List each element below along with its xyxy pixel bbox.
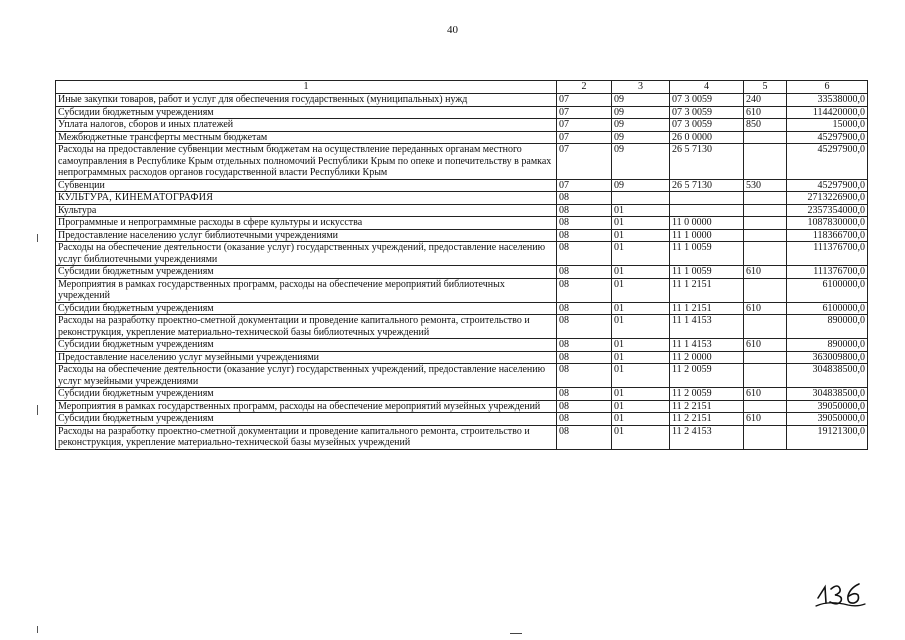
table-row [56, 229, 868, 242]
row-amount-cell: 39050000,0 [787, 413, 868, 426]
row-subsection-code-cell: 09 [612, 179, 670, 192]
row-subsection-code-cell: 09 [612, 144, 670, 180]
row-section-code-cell: 08 [557, 192, 612, 205]
row-amount-cell: 111376700,0 [787, 266, 868, 279]
row-target-article-cell: 11 1 2151 [670, 302, 744, 315]
row-amount-cell: 890000,0 [787, 315, 868, 339]
row-section-code-cell: 08 [557, 315, 612, 339]
row-expense-type-cell: 610 [744, 266, 787, 279]
row-target-article-cell: 11 1 0059 [670, 266, 744, 279]
table-row [56, 217, 868, 230]
row-subsection-code-cell: 01 [612, 242, 670, 266]
row-name-cell: Культура [56, 204, 557, 217]
table-row [56, 278, 868, 302]
row-expense-type-cell: 530 [744, 179, 787, 192]
row-name-cell: Расходы на разработку проектно-сметной документации и проведение капитального ремонта, строительство и реконструкция, укрепление материально-технической базы библиотечных учреждений [56, 315, 557, 339]
row-subsection-code-cell: 01 [612, 302, 670, 315]
row-name-cell: Расходы на предоставление субвенции местным бюджетам на осуществление переданных органам местного самоуправления в Республике Крым отдельных полномочий Республики Крым по опеке и попечительству в рамках непрограммных расходов органов государственной власти Республики Крым [56, 144, 557, 180]
table-header-row [56, 81, 868, 94]
row-subsection-code-cell: 09 [612, 131, 670, 144]
row-amount-cell: 6100000,0 [787, 278, 868, 302]
table-row [56, 388, 868, 401]
row-name-cell: Расходы на обеспечение деятельности (оказание услуг) государственных учреждений, предоставление населению услуг музейными учреждениями [56, 364, 557, 388]
table-row [56, 400, 868, 413]
row-section-code-cell: 08 [557, 278, 612, 302]
row-amount-cell: 45297900,0 [787, 131, 868, 144]
row-expense-type-cell: 610 [744, 106, 787, 119]
row-section-code-cell: 08 [557, 204, 612, 217]
row-section-code-cell: 07 [557, 119, 612, 132]
row-target-article-cell: 11 1 0000 [670, 229, 744, 242]
row-section-code-cell: 08 [557, 351, 612, 364]
row-expense-type-cell [744, 144, 787, 180]
row-section-code-cell: 07 [557, 94, 612, 107]
row-amount-cell: 39050000,0 [787, 400, 868, 413]
row-amount-cell: 304838500,0 [787, 388, 868, 401]
row-target-article-cell: 07 3 0059 [670, 106, 744, 119]
table-row [56, 131, 868, 144]
row-amount-cell: 33538000,0 [787, 94, 868, 107]
row-section-code-cell: 08 [557, 302, 612, 315]
row-amount-cell: 6100000,0 [787, 302, 868, 315]
bottom-mark [510, 633, 522, 634]
row-expense-type-cell [744, 229, 787, 242]
row-expense-type-cell [744, 315, 787, 339]
row-subsection-code-cell: 01 [612, 315, 670, 339]
table-row [56, 364, 868, 388]
table-row [56, 339, 868, 352]
row-subsection-code-cell: 01 [612, 413, 670, 426]
table-row [56, 119, 868, 132]
row-target-article-cell: 26 5 7130 [670, 179, 744, 192]
row-name-cell: Расходы на разработку проектно-сметной документации и проведение капитального ремонта, строительство и реконструкция, укрепление материально-технической базы музейных учреждений [56, 425, 557, 449]
row-section-code-cell: 08 [557, 388, 612, 401]
row-expense-type-cell: 610 [744, 413, 787, 426]
row-section-code-cell: 08 [557, 364, 612, 388]
row-section-code-cell: 08 [557, 400, 612, 413]
page-number: 40 [447, 24, 458, 36]
table-row [56, 266, 868, 279]
row-expense-type-cell [744, 192, 787, 205]
row-name-cell: Субсидии бюджетным учреждениям [56, 266, 557, 279]
row-subsection-code-cell: 01 [612, 204, 670, 217]
handwritten-page-number [815, 574, 867, 608]
row-amount-cell: 1087830000,0 [787, 217, 868, 230]
row-expense-type-cell [744, 242, 787, 266]
row-name-cell: Мероприятия в рамках государственных программ, расходы на обеспечение мероприятий музейных учреждений [56, 400, 557, 413]
table-body [56, 94, 868, 450]
row-name-cell: Межбюджетные трансферты местным бюджетам [56, 131, 557, 144]
row-subsection-code-cell: 01 [612, 229, 670, 242]
row-expense-type-cell [744, 217, 787, 230]
header-col-2: 2 [557, 81, 612, 94]
row-subsection-code-cell: 01 [612, 339, 670, 352]
margin-mark [37, 626, 38, 633]
row-expense-type-cell: 610 [744, 388, 787, 401]
row-subsection-code-cell [612, 192, 670, 205]
row-expense-type-cell [744, 204, 787, 217]
row-amount-cell: 111376700,0 [787, 242, 868, 266]
table-row [56, 204, 868, 217]
row-target-article-cell: 26 0 0000 [670, 131, 744, 144]
row-name-cell: Предоставление населению услуг музейными учреждениями [56, 351, 557, 364]
row-name-cell: КУЛЬТУРА, КИНЕМАТОГРАФИЯ [56, 192, 557, 205]
header-col-4: 4 [670, 81, 744, 94]
row-amount-cell: 363009800,0 [787, 351, 868, 364]
row-subsection-code-cell: 09 [612, 94, 670, 107]
row-subsection-code-cell: 09 [612, 119, 670, 132]
row-amount-cell: 45297900,0 [787, 179, 868, 192]
row-subsection-code-cell: 01 [612, 400, 670, 413]
row-expense-type-cell: 610 [744, 339, 787, 352]
row-target-article-cell: 11 1 2151 [670, 278, 744, 302]
row-subsection-code-cell: 09 [612, 106, 670, 119]
row-target-article-cell: 11 2 4153 [670, 425, 744, 449]
row-name-cell: Программные и непрограммные расходы в сфере культуры и искусства [56, 217, 557, 230]
table-row [56, 413, 868, 426]
row-target-article-cell: 11 2 0059 [670, 388, 744, 401]
header-col-5: 5 [744, 81, 787, 94]
table-row [56, 106, 868, 119]
table-row [56, 94, 868, 107]
row-section-code-cell: 07 [557, 144, 612, 180]
row-amount-cell: 2713226900,0 [787, 192, 868, 205]
row-name-cell: Субсидии бюджетным учреждениям [56, 388, 557, 401]
header-col-3: 3 [612, 81, 670, 94]
row-section-code-cell: 08 [557, 217, 612, 230]
table-row [56, 351, 868, 364]
row-expense-type-cell [744, 425, 787, 449]
row-name-cell: Субсидии бюджетным учреждениям [56, 302, 557, 315]
row-target-article-cell: 11 1 4153 [670, 339, 744, 352]
row-subsection-code-cell: 01 [612, 217, 670, 230]
row-target-article-cell: 11 2 2151 [670, 413, 744, 426]
row-target-article-cell: 11 1 4153 [670, 315, 744, 339]
row-name-cell: Иные закупки товаров, работ и услуг для обеспечения государственных (муниципальных) нужд [56, 94, 557, 107]
row-amount-cell: 114420000,0 [787, 106, 868, 119]
row-section-code-cell: 08 [557, 229, 612, 242]
row-subsection-code-cell: 01 [612, 388, 670, 401]
row-expense-type-cell: 240 [744, 94, 787, 107]
row-subsection-code-cell: 01 [612, 266, 670, 279]
table-section-row [56, 192, 868, 205]
row-subsection-code-cell: 01 [612, 425, 670, 449]
table-row [56, 179, 868, 192]
row-expense-type-cell: 610 [744, 302, 787, 315]
row-expense-type-cell [744, 364, 787, 388]
row-target-article-cell [670, 204, 744, 217]
table-row [56, 302, 868, 315]
row-section-code-cell: 07 [557, 106, 612, 119]
row-name-cell: Субсидии бюджетным учреждениям [56, 106, 557, 119]
row-expense-type-cell [744, 400, 787, 413]
row-name-cell: Уплата налогов, сборов и иных платежей [56, 119, 557, 132]
row-section-code-cell: 08 [557, 242, 612, 266]
row-target-article-cell: 11 0 0000 [670, 217, 744, 230]
row-name-cell: Расходы на обеспечение деятельности (оказание услуг) государственных учреждений, предоставление населению услуг библиотечными учреждениями [56, 242, 557, 266]
header-col-6: 6 [787, 81, 868, 94]
row-target-article-cell: 11 2 0059 [670, 364, 744, 388]
row-name-cell: Субсидии бюджетным учреждениям [56, 413, 557, 426]
table-row [56, 315, 868, 339]
row-subsection-code-cell: 01 [612, 351, 670, 364]
row-amount-cell: 304838500,0 [787, 364, 868, 388]
row-subsection-code-cell: 01 [612, 364, 670, 388]
row-amount-cell: 15000,0 [787, 119, 868, 132]
row-target-article-cell: 07 3 0059 [670, 94, 744, 107]
row-amount-cell: 19121300,0 [787, 425, 868, 449]
row-target-article-cell [670, 192, 744, 205]
row-amount-cell: 118366700,0 [787, 229, 868, 242]
row-name-cell: Мероприятия в рамках государственных программ, расходы на обеспечение мероприятий библиотечных учреждений [56, 278, 557, 302]
row-subsection-code-cell: 01 [612, 278, 670, 302]
row-amount-cell: 890000,0 [787, 339, 868, 352]
row-target-article-cell: 11 2 0000 [670, 351, 744, 364]
row-target-article-cell: 11 2 2151 [670, 400, 744, 413]
row-section-code-cell: 08 [557, 339, 612, 352]
margin-mark [37, 405, 38, 415]
row-target-article-cell: 26 5 7130 [670, 144, 744, 180]
row-section-code-cell: 08 [557, 413, 612, 426]
row-name-cell: Субвенции [56, 179, 557, 192]
row-section-code-cell: 08 [557, 266, 612, 279]
table-row [56, 242, 868, 266]
margin-mark [37, 234, 38, 242]
table-row [56, 425, 868, 449]
row-name-cell: Субсидии бюджетным учреждениям [56, 339, 557, 352]
row-expense-type-cell [744, 131, 787, 144]
row-target-article-cell: 07 3 0059 [670, 119, 744, 132]
table-row [56, 144, 868, 180]
row-section-code-cell: 07 [557, 179, 612, 192]
row-name-cell: Предоставление населению услуг библиотечными учреждениями [56, 229, 557, 242]
row-expense-type-cell [744, 351, 787, 364]
row-section-code-cell: 08 [557, 425, 612, 449]
row-expense-type-cell [744, 278, 787, 302]
row-target-article-cell: 11 1 0059 [670, 242, 744, 266]
row-amount-cell: 2357354000,0 [787, 204, 868, 217]
row-amount-cell: 45297900,0 [787, 144, 868, 180]
row-expense-type-cell: 850 [744, 119, 787, 132]
budget-table [55, 80, 868, 450]
row-section-code-cell: 07 [557, 131, 612, 144]
header-col-1: 1 [56, 81, 557, 94]
